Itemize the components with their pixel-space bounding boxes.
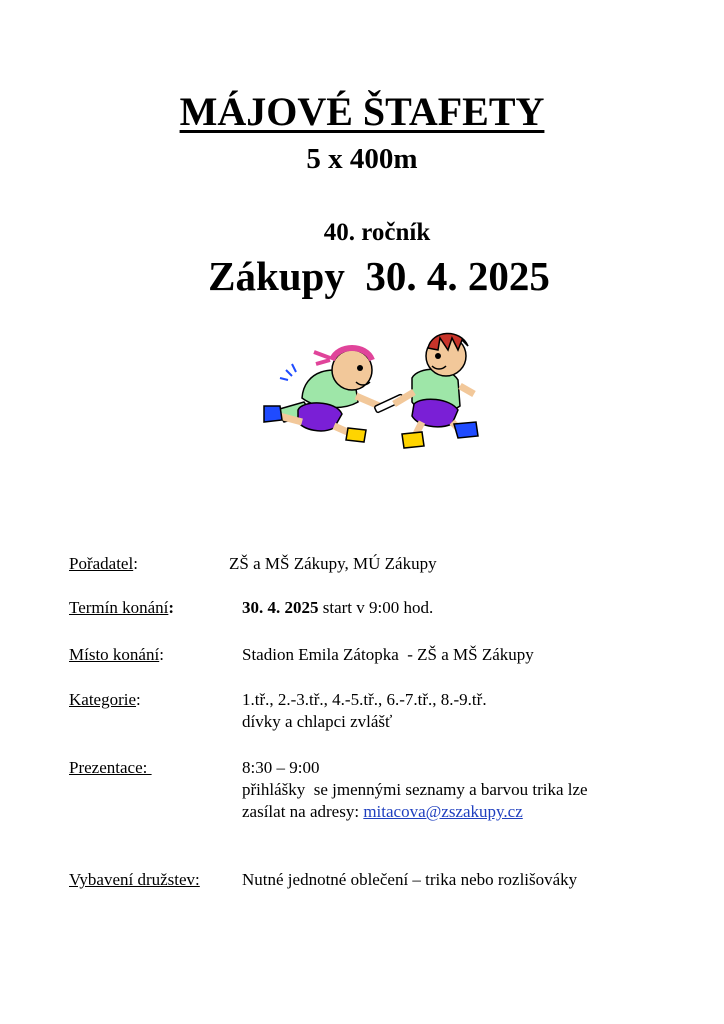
organizer-label: Pořadatel bbox=[69, 554, 134, 573]
venue-label: Místo konání bbox=[69, 645, 160, 664]
date-label: Termín konání bbox=[69, 598, 169, 617]
runner-right bbox=[394, 333, 478, 448]
venue-value: Stadion Emila Zátopka - ZŠ a MŠ Zákupy bbox=[242, 645, 534, 664]
equipment-value: Nutné jednotné oblečení – trika nebo rozlišováky bbox=[242, 870, 578, 889]
registration-line-2: přihlášky se jmennými seznamy a barvou trika lze bbox=[242, 780, 588, 799]
event-title: MÁJOVÉ ŠTAFETY bbox=[179, 89, 545, 134]
date-value-rest: start v 9:00 hod. bbox=[318, 598, 434, 617]
categories-line-1: 1.tř., 2.-3.tř., 4.-5.tř., 6.-7.tř., 8.-9.tř. bbox=[242, 690, 487, 709]
equipment-label: Vybavení družstev: bbox=[69, 870, 200, 889]
event-edition: 40. ročník bbox=[323, 219, 431, 246]
categories-label: Kategorie bbox=[69, 690, 137, 709]
date-value-bold: 30. 4. 2025 bbox=[242, 598, 319, 617]
event-place-date: Zákupy 30. 4. 2025 bbox=[208, 253, 550, 299]
event-distance: 5 x 400m bbox=[306, 143, 418, 175]
organizer-value: ZŠ a MŠ Zákupy, MÚ Zákupy bbox=[229, 554, 437, 573]
registration-email-link[interactable]: mitacova@zszakupy.cz bbox=[363, 802, 523, 821]
registration-label: Prezentace: bbox=[69, 758, 152, 777]
registration-time: 8:30 – 9:00 bbox=[242, 758, 320, 777]
categories-line-2: dívky a chlapci zvlášť bbox=[242, 712, 393, 731]
relay-runners-baton-icon bbox=[262, 330, 484, 454]
runner-left bbox=[264, 348, 384, 442]
registration-line-3: zasílat na adresy: bbox=[242, 802, 364, 821]
